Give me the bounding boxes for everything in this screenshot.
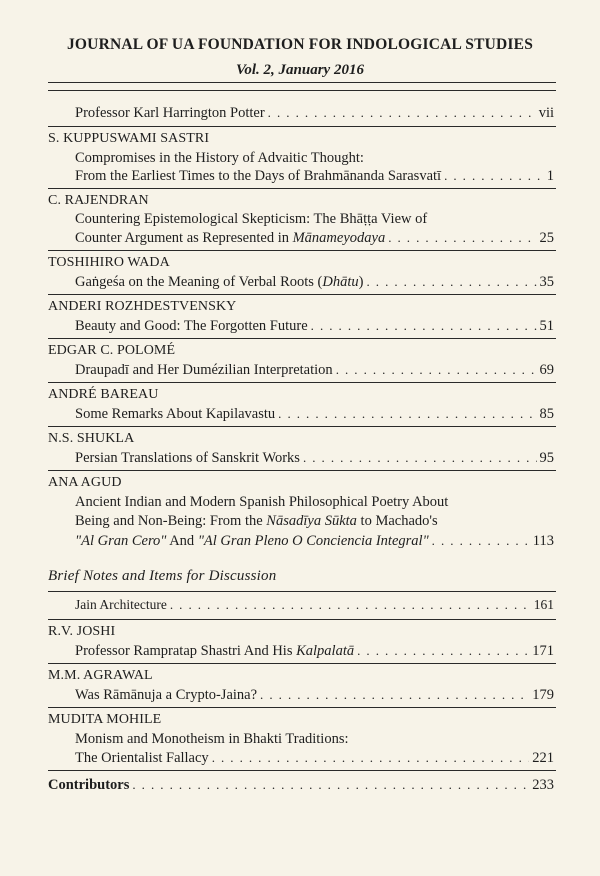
author-name: M.M. AGRAWAL (48, 668, 153, 683)
toc-entry-rajendran[interactable]: Counter Argument as Represented in Mānameyodaya . . . 25 (75, 229, 554, 247)
author-name: N.S. SHUKLA (48, 431, 135, 446)
header-rule (48, 82, 556, 83)
volume-line: Vol. 2, January 2016 (236, 62, 364, 78)
page-number: 171 (532, 643, 554, 659)
toc-entry-wada[interactable]: Gaṅgeśa on the Meaning of Verbal Roots (Dhātu) . . . 35 (75, 273, 554, 291)
toc-entry-agrawal[interactable]: Was Rāmānuja a Crypto-Jaina? . . . 179 (75, 686, 554, 704)
page-number: 69 (539, 362, 554, 378)
entry-divider (48, 188, 556, 189)
toc-entry-potter[interactable]: Professor Karl Harrington Potter . . . vii (75, 104, 554, 122)
author-name: C. RAJENDRAN (48, 193, 149, 208)
entry-divider (48, 619, 556, 620)
toc-entry-title-line: Countering Epistemological Skepticism: The Bhāṭṭa View of (75, 211, 428, 227)
toc-entry-title-line: Being and Non-Being: From the Nāsadīya Sūkta to Machado's (75, 513, 438, 529)
page-number: 179 (532, 687, 554, 703)
entry-divider (48, 426, 556, 427)
entry-divider (48, 770, 556, 771)
section-title: Brief Notes and Items for Discussion (48, 568, 277, 584)
entry-divider (48, 338, 556, 339)
entry-divider (48, 707, 556, 708)
page-number: 113 (532, 533, 554, 549)
toc-entry-title-line: Monism and Monotheism in Bhakti Traditions: (75, 731, 349, 747)
page-number: 221 (532, 750, 554, 766)
toc-entry-agud[interactable]: "Al Gran Cero" And "Al Gran Pleno O Conciencia Integral" . . . 113 (75, 532, 554, 550)
author-name: ANDERI ROZHDESTVENSKY (48, 299, 237, 314)
page-number: 233 (532, 777, 554, 793)
toc-entry-polome[interactable]: Draupadī and Her Dumézilian Interpretation . . . 69 (75, 361, 554, 379)
toc-entry-joshi[interactable]: Professor Rampratap Shastri And His Kalpalatā . . . 171 (75, 642, 554, 660)
entry-divider (48, 294, 556, 295)
entry-divider (48, 250, 556, 251)
entry-divider (48, 663, 556, 664)
author-name: MUDITA MOHILE (48, 712, 162, 727)
page-number: 1 (546, 168, 554, 184)
author-name: R.V. JOSHI (48, 624, 116, 639)
page-number: 35 (539, 274, 554, 290)
toc-entry-jain-architecture[interactable]: Jain Architecture . . . 161 (75, 596, 554, 614)
toc-entry-title-line: Compromises in the History of Advaitic Thought: (75, 150, 364, 166)
page-number: 161 (533, 597, 554, 612)
toc-entry-shukla[interactable]: Persian Translations of Sanskrit Works . . . 95 (75, 449, 554, 467)
toc-entry-contributors[interactable]: Contributors . . . 233 (48, 776, 554, 794)
header-rule-2 (48, 90, 556, 91)
page-number: 85 (539, 406, 554, 422)
page-number: 95 (539, 450, 554, 466)
journal-title: JOURNAL OF UA FOUNDATION FOR INDOLOGICAL STUDIES (66, 36, 534, 53)
page-number: vii (538, 105, 554, 121)
toc-entry-bareau[interactable]: Some Remarks About Kapilavastu . . . 85 (75, 405, 554, 423)
page-number: 25 (539, 230, 554, 246)
entry-divider (48, 126, 556, 127)
page-number: 51 (539, 318, 554, 334)
toc-entry-mohile[interactable]: The Orientalist Fallacy . . . 221 (75, 749, 554, 767)
toc-entry-sastri[interactable]: From the Earliest Times to the Days of Brahmānanda Sarasvatī . . . 1 (75, 167, 554, 185)
entry-divider (48, 470, 556, 471)
toc-entry-rozhdestvensky[interactable]: Beauty and Good: The Forgotten Future . . . 51 (75, 317, 554, 335)
author-name: ANA AGUD (48, 475, 122, 490)
toc-entry-title-line: Ancient Indian and Modern Spanish Philosophical Poetry About (75, 494, 449, 510)
author-name: ANDRÉ BAREAU (48, 387, 159, 402)
entry-divider (48, 382, 556, 383)
author-name: EDGAR C. POLOMÉ (48, 343, 176, 358)
author-name: S. KUPPUSWAMI SASTRI (48, 131, 210, 146)
section-rule (48, 591, 556, 592)
author-name: TOSHIHIRO WADA (48, 255, 170, 270)
